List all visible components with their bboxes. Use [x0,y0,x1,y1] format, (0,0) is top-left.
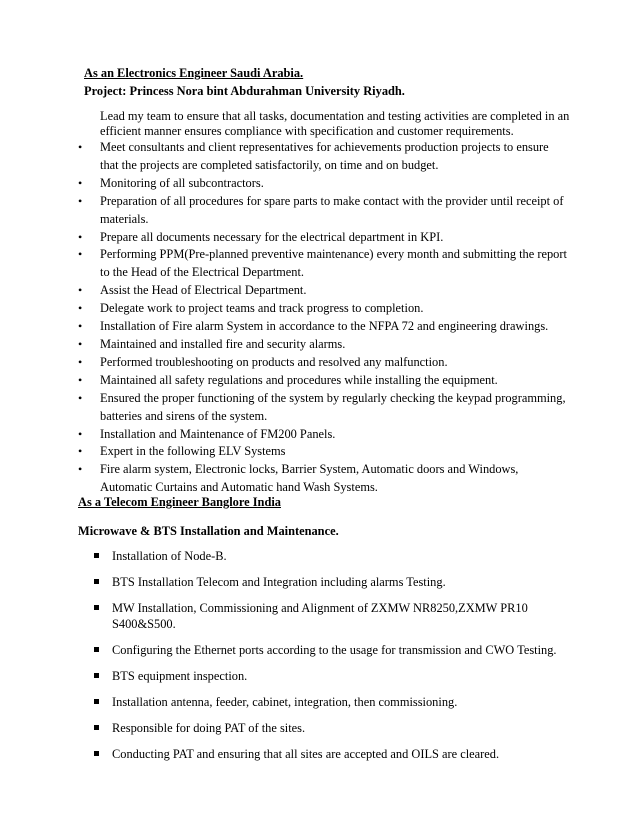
square-bullet-icon [94,699,99,704]
square-bullet-icon [94,605,99,610]
list-item: • Performed troubleshooting on products and resolved any malfunction. [78,354,570,372]
square-bullet-icon [94,647,99,652]
list-item: • Expert in the following ELV Systems [78,443,570,461]
list-item: Conducting PAT and ensuring that all sites are accepted and OILS are cleared. [92,746,570,762]
list-item: Configuring the Ethernet ports according to the usage for transmission and CWO Testing. [92,642,570,658]
list-item: • Maintained and installed fire and security alarms. [78,336,570,354]
list-item: BTS equipment inspection. [92,668,570,684]
list-item: MW Installation, Commissioning and Alignment of ZXMW NR8250,ZXMW PR10 S400&S500. [92,600,570,632]
section-title-telecom-engineer: As a Telecom Engineer Banglore India [78,495,281,509]
list-item: • Installation of Fire alarm System in accordance to the NFPA 72 and engineering drawings. [78,318,570,336]
square-bullet-icon [94,673,99,678]
section-title-electronics-engineer: As an Electronics Engineer Saudi Arabia. [84,66,304,80]
list-item: • Assist the Head of Electrical Department. [78,282,570,300]
list-item: • Delegate work to project teams and track progress to completion. [78,300,570,318]
square-bullet-icon [94,553,99,558]
list-item: Installation of Node-B. [92,548,570,564]
list-item: • Maintained all safety regulations and procedures while installing the equipment. [78,372,570,390]
list-item: Installation antenna, feeder, cabinet, integration, then commissioning. [92,694,570,710]
list-item: • Performing PPM(Pre-planned preventive maintenance) every month and submitting the report to the Head of the Electrical Department. [78,246,570,282]
list-item: BTS Installation Telecom and Integration including alarms Testing. [92,574,570,590]
square-bullet-icon [94,579,99,584]
section-subtitle: Microwave & BTS Installation and Maintenance. [78,524,339,538]
list-item: • Prepare all documents necessary for the electrical department in KPI. [78,229,570,247]
responsibilities-list [78,139,570,497]
list-item: • Fire alarm system, Electronic locks, Barrier System, Automatic doors and Windows, Automatic Curtains and Automatic hand Wash Systems. [78,461,570,497]
list-item: Responsible for doing PAT of the sites. [92,720,570,736]
square-bullet-icon [94,751,99,756]
project-title: Project: Princess Nora bint Abdurahman University Riyadh. [84,84,405,98]
list-item: • Meet consultants and client representatives for achievements production projects to ensure that the projects are completed satisfactorily, on time and on budget. [78,139,570,175]
list-item: • Ensured the proper functioning of the system by regularly checking the keypad programming, batteries and sirens of the system. [78,390,570,426]
square-bullet-icon [94,725,99,730]
list-item: • Installation and Maintenance of FM200 Panels. [78,426,570,444]
list-item: • Monitoring of all subcontractors. [78,175,570,193]
lead-paragraph: Lead my team to ensure that all tasks, documentation and testing activities are completed in an efficient manner ensures compliance with specification and customer requirements. [100,109,570,138]
list-item: • Preparation of all procedures for spare parts to make contact with the provider until receipt of materials. [78,193,570,229]
telecom-tasks-list [92,548,570,772]
